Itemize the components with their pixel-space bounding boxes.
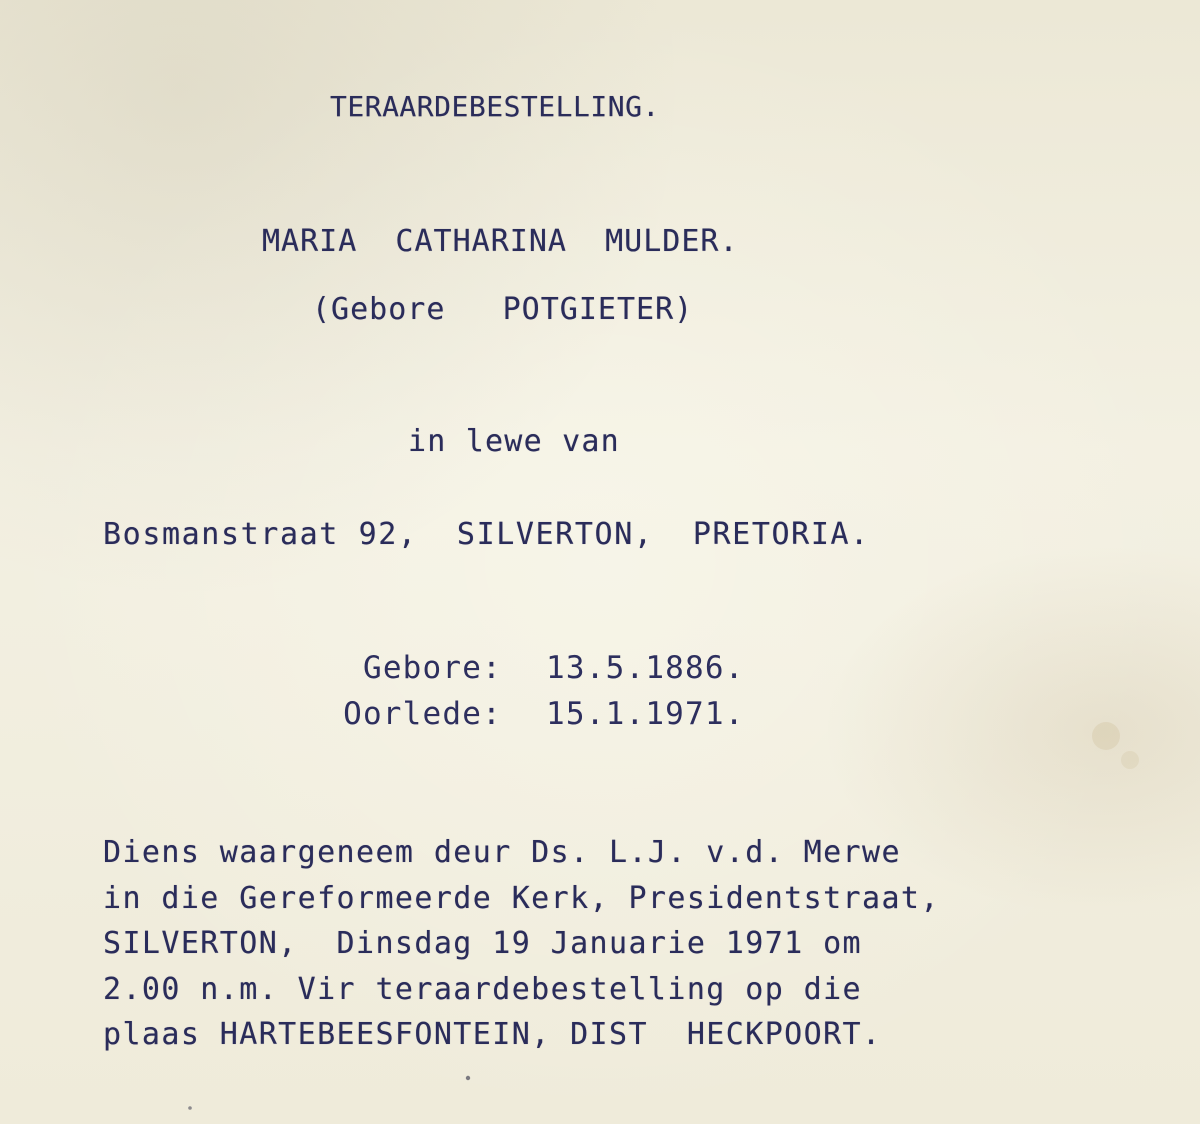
maiden-name: (Gebore POTGIETER) [312,292,694,327]
death-date-label: Oorlede: [343,696,502,732]
service-line: plaas HARTEBEESFONTEIN, DIST HECKPOORT. [103,1017,882,1052]
service-line: Diens waargeneem deur Ds. L.J. v.d. Merwe [103,835,901,870]
birth-date-label: Gebore: [362,650,502,686]
in-life-of-label: in lewe van [408,424,620,459]
birth-date-value: 13.5.1886. [546,650,745,686]
document-title: TERAARDEBESTELLING. [330,90,660,123]
service-line: 2.00 n.m. Vir teraardebestelling op die [103,971,862,1007]
residential-address: Bosmanstraat 92, SILVERTON, PRETORIA. [103,517,870,552]
service-line: in die Gereformeerde Kerk, Presidentstraat, [103,880,940,916]
service-line: SILVERTON, Dinsdag 19 Januarie 1971 om [103,926,862,961]
life-dates [312,645,745,737]
service-details [103,830,940,1058]
birth-date-row [312,645,745,691]
deceased-name: MARIA CATHARINA MULDER. [262,224,739,259]
death-date-value: 15.1.1971. [546,696,745,732]
death-date-row [312,691,745,737]
